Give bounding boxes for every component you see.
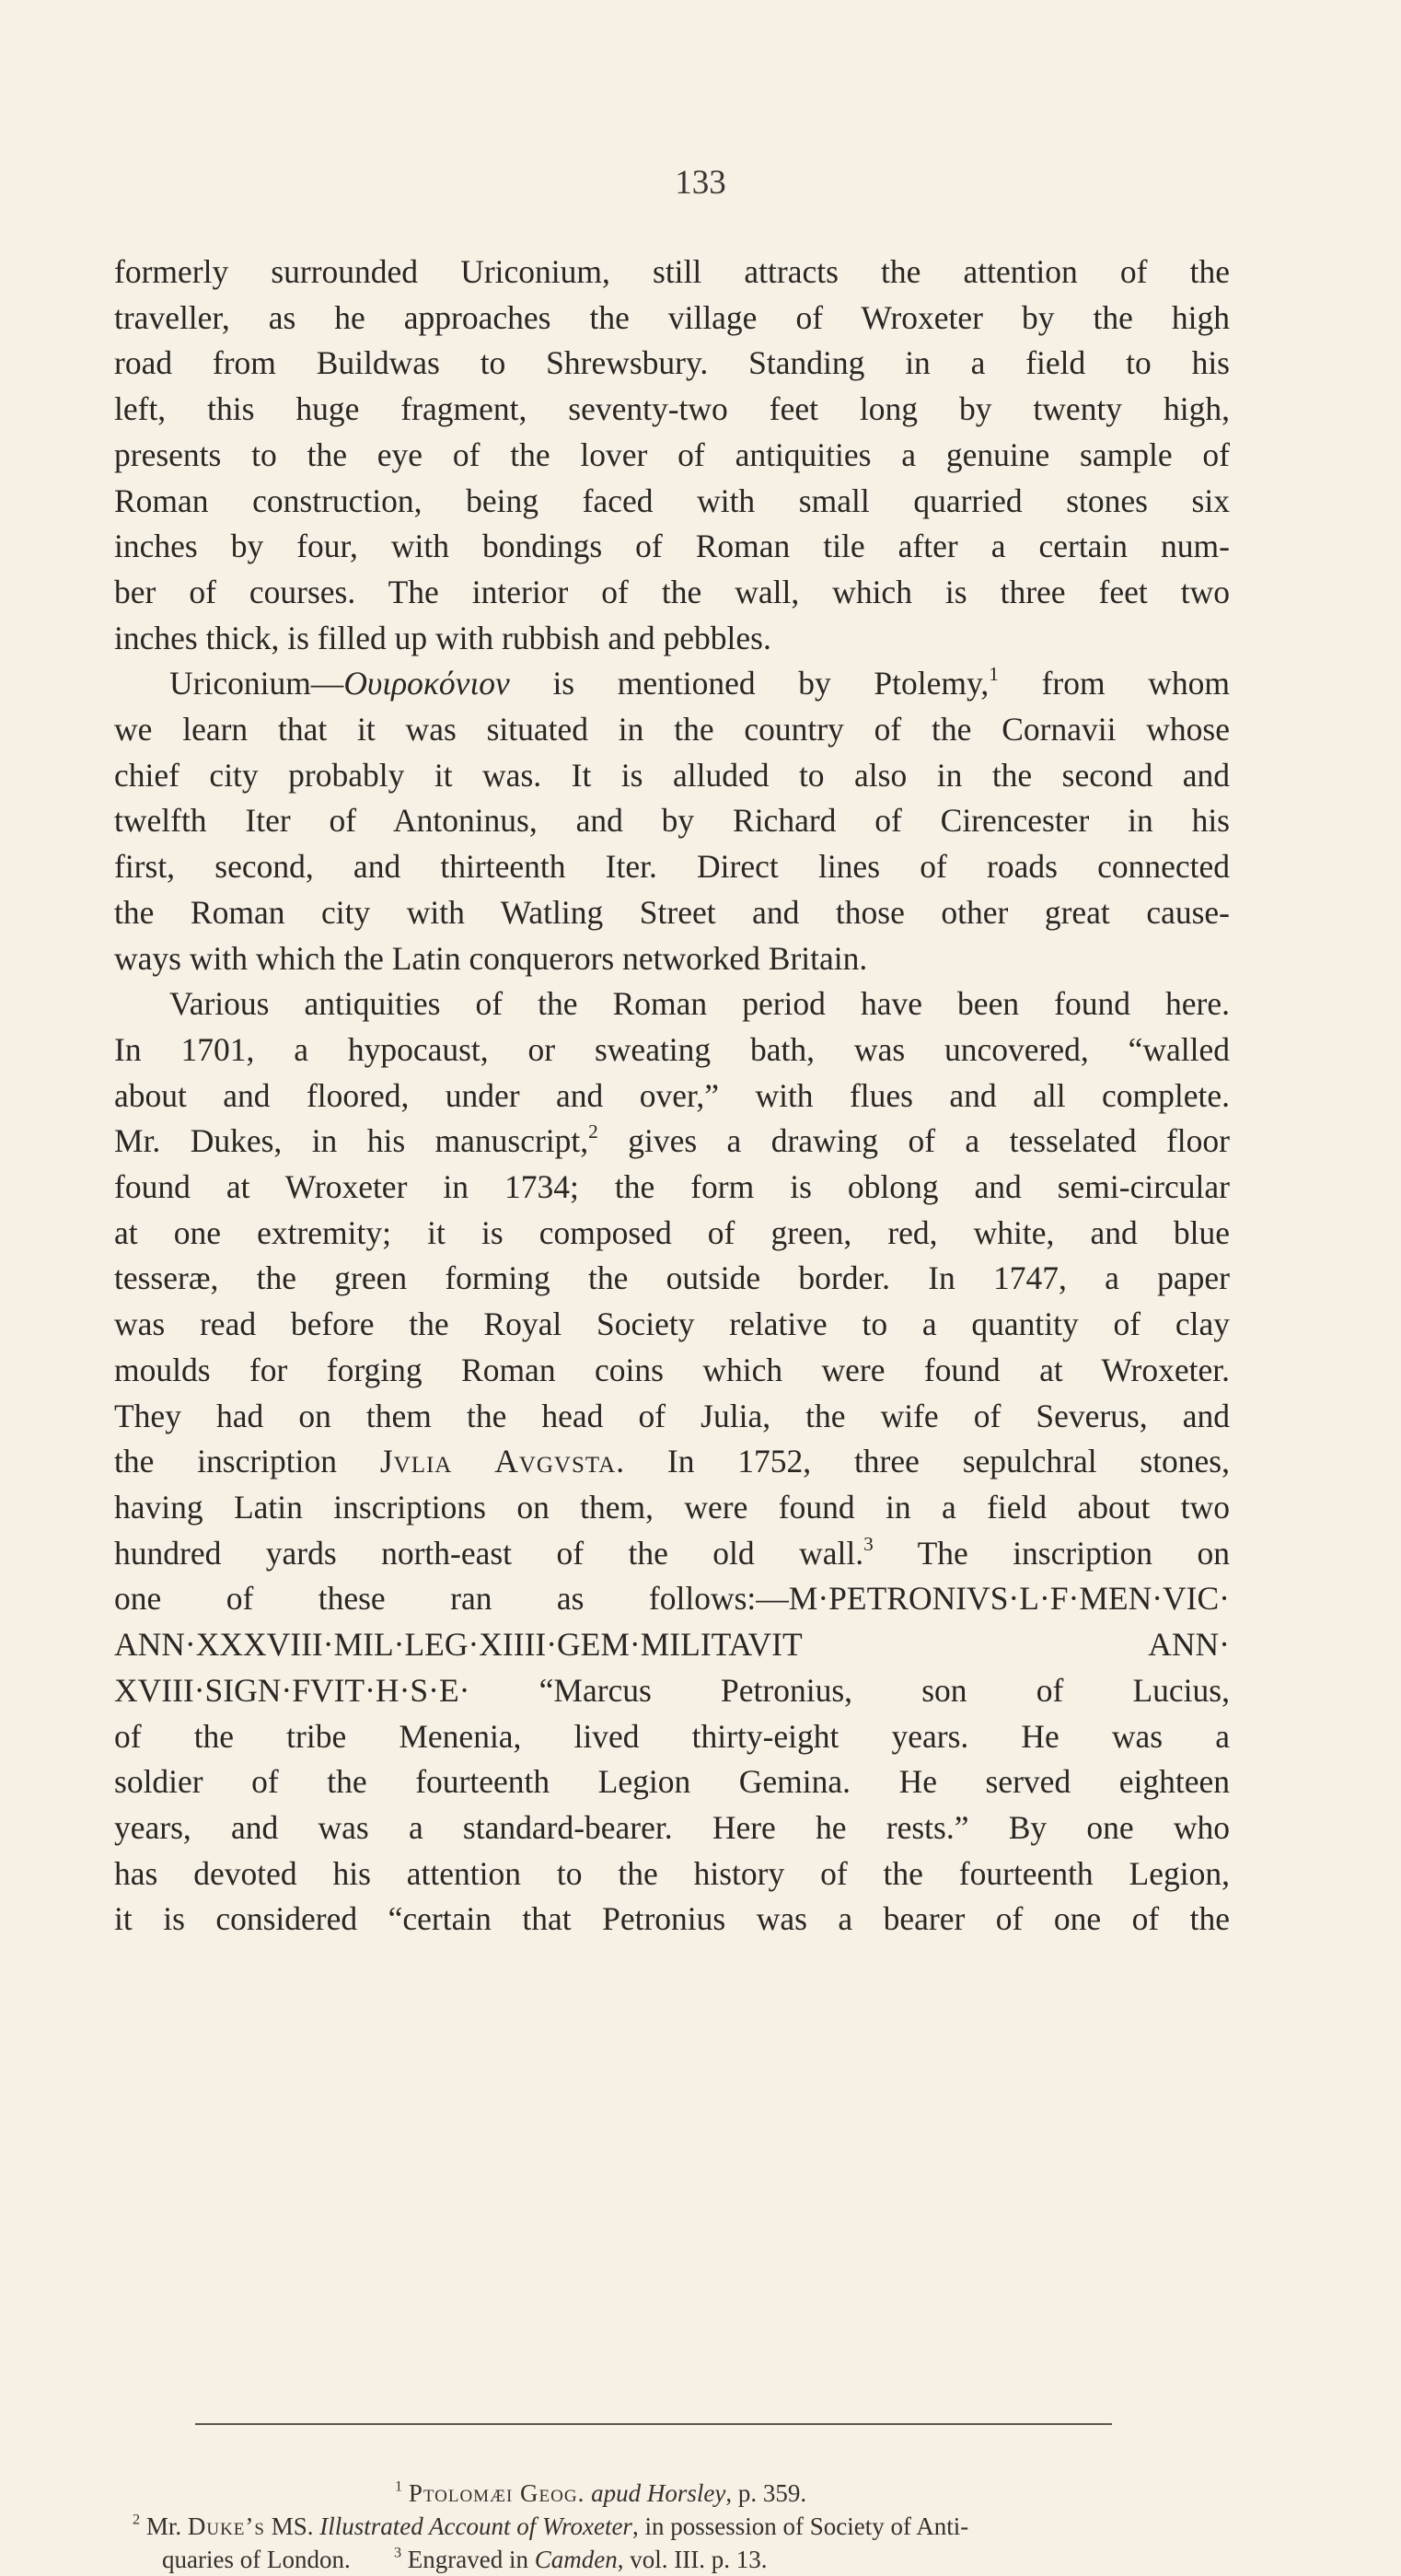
text-line: presents to the eye of the lover of antiquities a genuine sample of xyxy=(114,435,1230,473)
text-line: the inscription Jvlia Avgvsta. In 1752, three sepulchral stones, xyxy=(114,1443,1231,1480)
greek-name: Ουιροκόνιον xyxy=(343,665,510,702)
text-line: of the tribe Menenia, lived thirty-eight years. He was a xyxy=(114,1717,1230,1755)
text-line: first, second, and thirteenth Iter. Direct lines of roads connected xyxy=(114,848,1230,886)
text-line: Various antiquities of the Roman period have been found here. xyxy=(169,985,1230,1023)
text-line: having Latin inscriptions on them, were found in a field about two xyxy=(114,1488,1230,1526)
text-line: They had on them the head of Julia, the wife of Severus, and xyxy=(114,1397,1230,1434)
text-line: moulds for forging Roman coins which were found at Wroxeter. xyxy=(114,1351,1230,1388)
text-line: formerly surrounded Uriconium, still attracts the attention of the xyxy=(114,253,1230,290)
inscription-name: Jvlia Avgvsta xyxy=(379,1443,617,1480)
text-line: chief city probably it was. It is alluded to also in the second and xyxy=(114,756,1230,794)
text-line: Uriconium—Ουιροκόνιον is mentioned by Ptolemy,$^1$ from whom xyxy=(169,663,1230,702)
text-line: Mr. Dukes, in his manuscript,$^2$ gives a drawing of a tesselated floor xyxy=(114,1120,1230,1160)
text-line: twelfth Iter of Antoninus, and by Richard of Cirencester in his xyxy=(114,802,1230,840)
text-line: we learn that it was situated in the country of the Cornavii whose xyxy=(114,711,1230,748)
text-line: at one extremity; it is composed of green, red, white, and blue xyxy=(114,1213,1230,1251)
text-line: traveller, as he approaches the village of Wroxeter by the high xyxy=(114,298,1230,336)
footnote-ref: 2 xyxy=(588,1120,598,1143)
text-line: soldier of the fourteenth Legion Gemina. He served eighteen xyxy=(114,1763,1230,1801)
text-line: ways with which the Latin conquerors networked Britain. xyxy=(114,939,868,977)
text-line: about and floored, under and over,” with flues and all complete. xyxy=(114,1076,1230,1114)
footnote-ref: 3 xyxy=(863,1532,874,1555)
text-line: was read before the Royal Society relative to a quantity of clay xyxy=(114,1305,1230,1343)
text-line: hundred yards north-east of the old wall.$^3$ The inscription on xyxy=(114,1532,1230,1572)
text-line: the Roman city with Watling Street and those other great cause- xyxy=(114,893,1230,931)
footnote-ref: 1 xyxy=(989,663,999,686)
text-line: road from Buildwas to Shrewsbury. Standing in a field to his xyxy=(114,344,1230,382)
text-line: years, and was a standard-bearer. Here he rests.” By one who xyxy=(114,1808,1230,1846)
body-text xyxy=(114,249,1230,1943)
footnote-divider xyxy=(195,2423,1112,2425)
text-line: has devoted his attention to the history of the fourteenth Legion, xyxy=(114,1854,1230,1892)
text-line: Roman construction, being faced with small quarried stones six xyxy=(114,482,1230,519)
text-line: it is considered “certain that Petronius was a bearer of one of the xyxy=(114,1900,1230,1938)
text-line: ANN·XXXVIII·MIL·LEG·XIIII·GEM·MILITAVIT ANN· xyxy=(114,1626,1230,1664)
text-line: found at Wroxeter in 1734; the form is oblong and semi-circular xyxy=(114,1168,1230,1206)
text-line: inches by four, with bondings of Roman tile after a certain num- xyxy=(114,528,1230,565)
text-line: left, this huge fragment, seventy-two feet long by twenty high, xyxy=(114,390,1230,428)
footnote-3: quaries of London. $^3$ Engraved in Camden, vol. III. p. 13. xyxy=(162,2544,768,2573)
page-number: 133 xyxy=(675,164,726,202)
text-line: one of these ran as follows:—M·PETRONIVS·L·F·MEN·VIC· xyxy=(114,1580,1230,1618)
text-line: inches thick, is filled up with rubbish and pebbles. xyxy=(114,619,771,656)
text-line: tesseræ, the green forming the outside border. In 1747, a paper xyxy=(114,1259,1230,1297)
text-line: ber of courses. The interior of the wall, which is three feet two xyxy=(114,573,1230,610)
footnotes xyxy=(133,2477,1145,2576)
footnote-1: $^1$ Ptolomæi Geog. apud Horsley, p. 359. xyxy=(395,2477,807,2507)
text-line: XVIII·SIGN·FVIT·H·S·E· “Marcus Petronius, son of Lucius, xyxy=(114,1671,1230,1709)
footnote-2: $^2$ Mr. Duke’s MS. Illustrated Account of Wroxeter, in possession of Society of Anti- xyxy=(133,2511,969,2540)
text-line: In 1701, a hypocaust, or sweating bath, was uncovered, “walled xyxy=(114,1030,1230,1068)
